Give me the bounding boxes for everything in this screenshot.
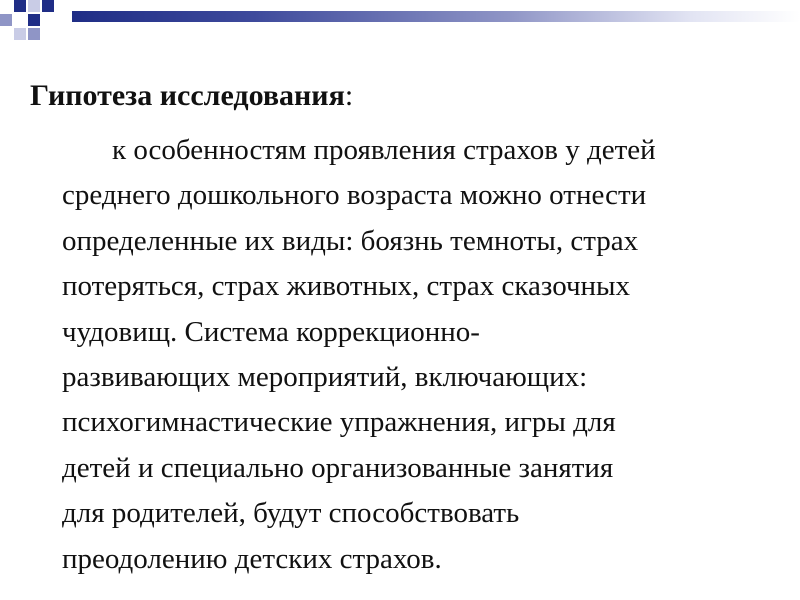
body-line: к особенностям проявления страхов у детей: [112, 134, 656, 166]
slide-body-text: [62, 128, 782, 582]
decor-square: [28, 0, 40, 12]
slide-title-text: Гипотеза исследования: [30, 79, 345, 112]
body-line: чудовищ. Система коррекционно-: [62, 315, 480, 348]
decor-square: [14, 28, 26, 40]
header-gradient-bar: [72, 11, 800, 22]
decor-square: [0, 14, 12, 26]
body-line: развивающих мероприятий, включающих:: [62, 360, 588, 393]
decor-square: [28, 28, 40, 40]
body-line: среднего дошкольного возраста можно отнести: [62, 179, 647, 212]
body-line: детей и специально организованные занятия: [62, 451, 614, 484]
body-line: потеряться, страх животных, страх сказочных: [62, 270, 631, 303]
decor-square: [28, 14, 40, 26]
body-line: психогимнастические упражнения, игры для: [62, 406, 616, 439]
body-line: преодолению детских страхов.: [62, 542, 442, 575]
body-line: определенные их виды: боязнь темноты, страх: [62, 224, 639, 257]
slide-title-colon: :: [344, 79, 354, 112]
slide-title: [30, 78, 353, 114]
decor-square: [42, 0, 54, 12]
decor-square: [14, 0, 26, 12]
body-line: для родителей, будут способствовать: [62, 497, 520, 530]
